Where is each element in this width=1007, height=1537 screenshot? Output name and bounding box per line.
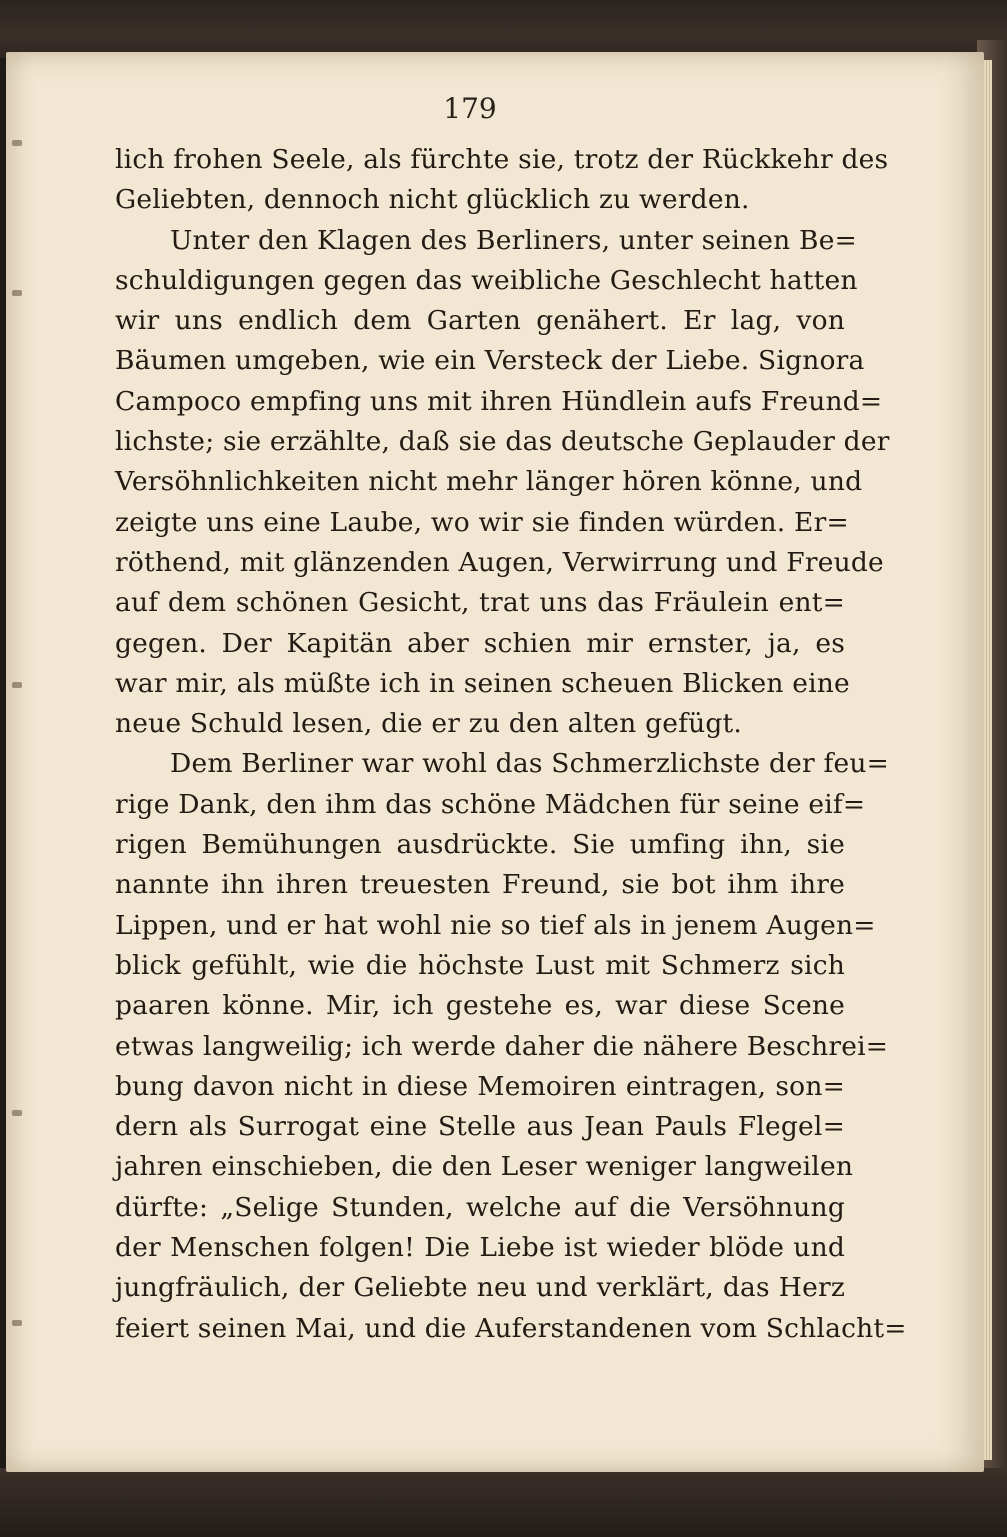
page-edges [984,60,992,1460]
text-line: der Menschen folgen! Die Liebe ist wieder blöde und [115,1232,845,1264]
book-cover-bottom [0,1468,1007,1537]
text-line: lich frohen Seele, als fürchte sie, trotz der Rückkehr des [115,144,889,175]
page-body-text [115,140,907,1349]
text-line: Versöhnlichkeiten nicht mehr länger hören könne, und [115,466,863,498]
text-line: bung davon nicht in diese Memoiren eintragen, son= [115,1070,845,1102]
text-line: lichste; sie erzählte, daß sie das deutsche Geplauder der [115,426,890,458]
text-line: gegen. Der Kapitän aber schien mir ernster, ja, es [115,627,845,659]
text-line: Bäumen umgeben, wie ein Versteck der Liebe. Signora [115,345,865,377]
page-number: 179 [443,92,497,125]
text-line: zeigte uns eine Laube, wo wir sie finden würden. Er= [115,506,849,538]
text-line: blick gefühlt, wie die höchste Lust mit Schmerz sich [115,949,845,981]
margin-mark [12,1110,22,1116]
text-line: etwas langweilig; ich werde daher die nähere Beschrei= [115,1030,889,1062]
text-line: dürfte: „Selige Stunden, welche auf die Versöhnung [115,1191,845,1223]
text-line: jahren einschieben, die den Leser weniger langweilen [115,1151,854,1183]
text-line: paaren könne. Mir, ich gestehe es, war diese Scene [115,990,845,1022]
text-line: röthend, mit glänzenden Augen, Verwirrung und Freude [115,546,884,578]
text-line: Dem Berliner war wohl das Schmerzlichste der feu= [170,748,890,780]
margin-mark [12,290,22,296]
text-line: rigen Bemühungen ausdrückte. Sie umfing ihn, sie [115,829,845,861]
margin-mark [12,140,22,146]
text-line: dern als Surrogat eine Stelle aus Jean Pauls Flegel= [115,1111,845,1143]
text-line: rige Dank, den ihm das schöne Mädchen für seine eif= [115,788,866,820]
text-line: jungfräulich, der Geliebte neu und verklärt, das Herz [115,1272,845,1304]
text-line: wir uns endlich dem Garten genähert. Er lag, von [115,305,845,337]
text-line: Geliebten, dennoch nicht glücklich zu werden. [115,184,750,216]
text-line: Unter den Klagen des Berliners, unter seinen Be= [170,224,857,256]
margin-mark [12,1320,22,1326]
text-line: war mir, als müßte ich in seinen scheuen Blicken eine [115,667,850,699]
text-line: nannte ihn ihren treuesten Freund, sie bot ihm ihre [115,869,845,901]
margin-mark [12,682,22,688]
book-cover-top [0,0,1007,58]
text-line: schuldigungen gegen das weibliche Geschlecht hatten [115,264,858,296]
text-line: auf dem schönen Gesicht, trat uns das Fräulein ent= [115,587,845,619]
text-line: feiert seinen Mai, und die Auferstandenen vom Schlacht= [115,1312,907,1344]
text-line: Lippen, und er hat wohl nie so tief als in jenem Augen= [115,909,876,941]
text-line: Campoco empfing uns mit ihren Hündlein aufs Freund= [115,385,883,417]
text-line: neue Schuld lesen, die er zu den alten gefügt. [115,708,743,740]
